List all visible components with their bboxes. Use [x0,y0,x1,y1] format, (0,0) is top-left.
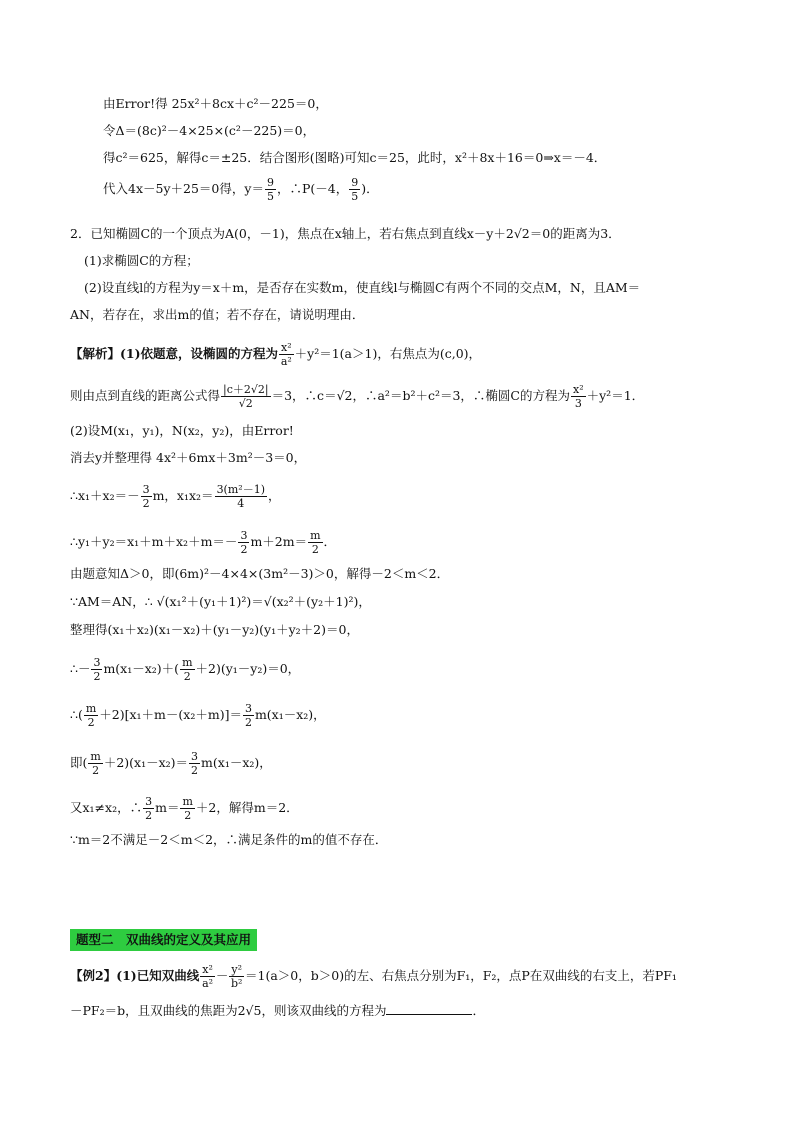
numerator: 3 [142,483,150,496]
text: m＝ [155,800,180,815]
text: ． [323,534,337,549]
denominator: 5 [266,190,274,203]
numerator: y² [231,963,242,976]
solution-line [70,795,299,822]
solution-line [70,750,272,777]
text: 即( [70,755,88,770]
text: 【例2】(1)已知双曲线 [70,968,200,983]
numerator: m [182,795,193,808]
text: ＋2)(x₁－x₂)＝ [103,755,189,770]
numerator: 3 [191,750,199,763]
fraction [180,795,194,822]
fraction [279,341,294,368]
solution-line: 得c²＝625，解得c＝±25．结合图形(图略)可知c＝25，此时，x²＋8x＋16＝0⇒x＝－4． [103,150,607,165]
question-2: 2．已知椭圆C的一个顶点为A(0，－1)，焦点在x轴上，若右焦点到直线x－y＋2√2＝0的距离为3． [70,226,621,241]
question-2-part-2: (2)设直线l的方程为y＝x＋m，是否存在实数m，使直线l与椭圆C有两个不同的交点M，N，且AM＝ [84,280,641,295]
solution-line [70,702,326,729]
denominator: 2 [183,670,191,683]
numerator: x² [281,341,292,354]
denominator: 2 [244,716,252,729]
solution-line: 整理得(x₁＋x₂)(x₁－x₂)＋(y₁－y₂)(y₁＋y₂＋2)＝0， [70,622,359,637]
question-2-part-1: (1)求椭圆C的方程； [84,253,199,268]
fraction [238,529,249,556]
fraction [243,702,254,729]
text: ，∴P(－4， [276,181,349,196]
fraction [189,750,200,777]
text: ∴－ [70,661,91,676]
fraction [265,176,276,203]
solution-line: 由Error!得 25x²＋8cx＋c²－225＝0， [103,96,328,111]
denominator: 2 [191,764,199,777]
numerator: m [310,529,321,542]
text: ＋y²＝1(a＞1)，右焦点为(c,0)， [294,346,482,361]
question-2-part-2-cont: AN，若存在，求出m的值；若不存在，请说明理由． [70,307,365,322]
text: ＝1(a＞0，b＞0)的左、右焦点分别为F₁，F₂，点P在双曲线的右支上，若PF₁ [245,968,677,983]
denominator: 5 [351,190,359,203]
numerator: 3 [145,795,153,808]
fraction [91,656,102,683]
text: ＋2)[x₁＋m－(x₂＋m)]＝ [99,707,242,722]
fraction [215,483,267,510]
denominator: 3 [574,397,582,410]
text: 则由点到直线的距离公式得 [70,388,221,403]
text: 代入4x－5y＋25＝0得，y＝ [103,181,264,196]
solution-line [70,656,300,683]
numerator: x² [573,383,584,396]
numerator: m [90,750,101,763]
denominator: 2 [145,809,153,822]
numerator: 3(m²－1) [216,483,265,496]
text: ∴( [70,707,83,722]
text: m(x₁－x₂)， [201,755,272,770]
numerator: m [85,702,97,715]
text: ∴x₁＋x₂＝－ [70,488,140,503]
denominator: 4 [237,497,245,510]
fraction [308,529,322,556]
solution-line: 由题意知Δ＞0，即(6m)²－4×4×(3m²－3)＞0，解得－2＜m＜2． [70,566,450,581]
text: m，x₁x₂＝ [152,488,214,503]
text: m(x₁－x₂)， [254,707,326,722]
solution-line [70,341,481,368]
numerator: x² [202,963,213,976]
denominator: 2 [87,716,95,729]
denominator: b² [230,977,243,990]
text: －PF₂＝b，且双曲线的焦距为2√5，则该双曲线的方程为 [70,1003,387,1018]
text: ＋2，解得m＝2． [195,800,299,815]
fraction [200,963,215,990]
text: ＋y²＝1． [586,388,645,403]
section-heading: 题型二 双曲线的定义及其应用 [70,929,257,951]
solution-line: ∵AM＝AN，∴ √(x₁²＋(y₁＋1)²)＝√(x₂²＋(y₂＋1)²)， [70,594,371,609]
answer-blank[interactable] [386,1002,472,1015]
denominator: √2 [238,397,253,410]
numerator: 3 [93,656,101,669]
fraction [141,483,152,510]
solution-line [103,176,379,203]
text: 【解析】(1)依题意，设椭圆的方程为 [70,346,279,361]
numerator: |c＋2√2| [223,383,269,396]
text: ＝3，∴c＝√2，∴a²＝b²＋c²＝3，∴椭圆C的方程为 [271,388,570,403]
denominator: 2 [93,670,101,683]
denominator: a² [202,977,214,990]
numerator: 9 [266,176,274,189]
denominator: 2 [240,543,248,556]
numerator: 3 [240,529,248,542]
solution-line: ∵m＝2不满足－2＜m＜2，∴满足条件的m的值不存在． [70,832,388,847]
solution-line [70,483,281,510]
solution-line: (2)设M(x₁，y₁)，N(x₂，y₂)，由Error! [70,423,294,438]
fraction [229,963,244,990]
text: ∴y₁＋y₂＝x₁＋m＋x₂＋m＝－ [70,534,238,549]
text: m＋2m＝ [250,534,308,549]
example-line [70,1002,485,1020]
text: )． [361,181,379,196]
fraction [88,750,102,777]
numerator: 3 [244,702,252,715]
solution-line: 令Δ＝(8c)²－4×25×(c²－225)＝0， [103,123,316,138]
text: m(x₁－x₂)＋( [103,661,180,676]
numerator: m [182,656,193,669]
fraction [84,702,98,729]
fraction [571,383,586,410]
text: 又x₁≠x₂，∴ [70,800,143,815]
denominator: 2 [142,497,150,510]
solution-line [70,383,644,410]
solution-line [70,529,336,556]
denominator: a² [280,355,292,368]
denominator: 2 [92,764,100,777]
numerator: 9 [351,176,359,189]
denominator: 2 [184,809,192,822]
fraction [349,176,360,203]
text: ， [267,488,281,503]
denominator: 2 [311,543,319,556]
text: ＋2)(y₁－y₂)＝0， [195,661,301,676]
fraction [143,795,154,822]
solution-line: 消去y并整理得 4x²＋6mx＋3m²－3＝0， [70,450,307,465]
text: ． [472,1003,485,1018]
text: － [215,968,229,983]
fraction [180,656,194,683]
example-line [70,963,677,990]
fraction [221,383,271,410]
